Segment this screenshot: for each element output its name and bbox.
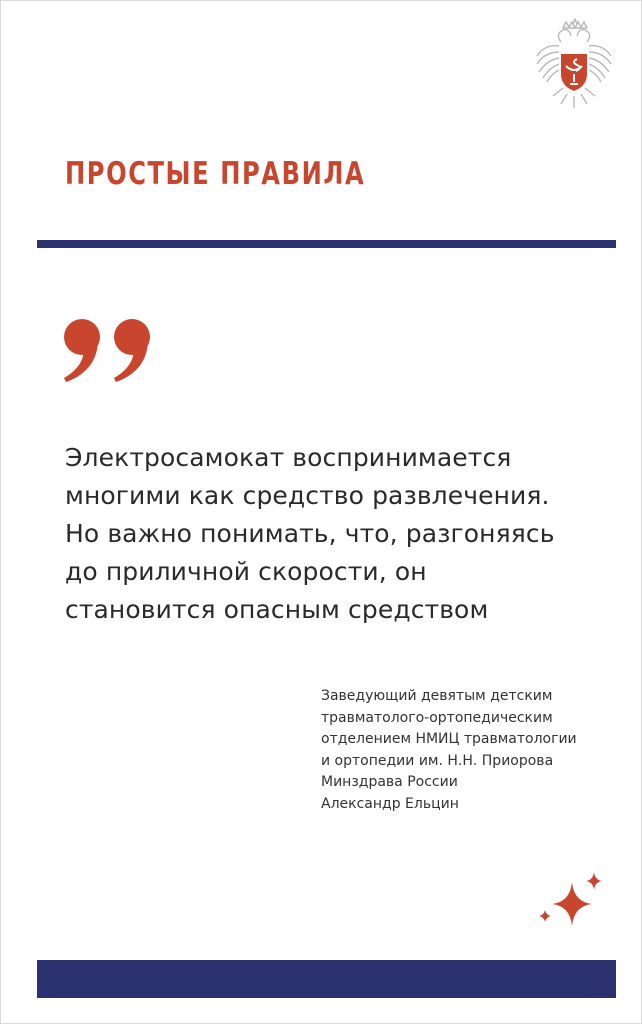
sparkle-stars-icon <box>534 866 606 930</box>
quote-line: многими как средство развлечения. <box>65 481 550 510</box>
quote-line: Электросамокат воспринимается <box>65 443 512 472</box>
attribution-line: травматолого-ортопедическим <box>321 709 553 726</box>
attribution-line: Минздрава России <box>321 774 458 790</box>
top-divider <box>37 240 616 248</box>
quote-line: до приличной скорости, он <box>65 557 427 586</box>
attribution-line: Заведующий девятым детским <box>321 688 553 704</box>
page-title: ПРОСТЫЕ ПРАВИЛА <box>65 156 366 192</box>
attribution-line: отделением НМИЦ травматологии <box>321 731 577 747</box>
quotation-mark-icon <box>62 318 154 384</box>
quote-line: Но важно понимать, что, разгоняясь <box>65 519 555 548</box>
quote-attribution <box>321 686 621 815</box>
attribution-line: и ортопедии им. Н.Н. Приорова <box>321 752 554 769</box>
bottom-bar <box>37 960 616 998</box>
ministry-emblem-icon <box>533 18 615 110</box>
quote-text <box>65 439 610 629</box>
attribution-name: Александр Ельцин <box>321 795 459 812</box>
quote-line: становится опасным средством <box>65 595 489 624</box>
